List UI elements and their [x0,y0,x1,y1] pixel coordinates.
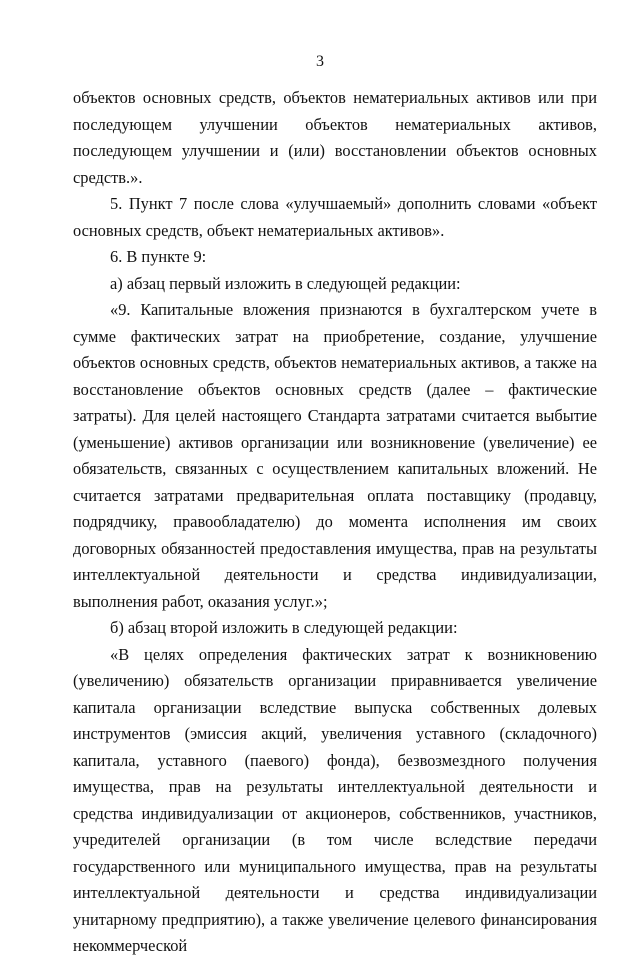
paragraph-item-6: 6. В пункте 9: [110,247,207,266]
paragraph-quoted-continuing: «В целях определения фактических затрат к возникновению (увеличению) обязательств организации приравнивается увеличение капитала организации вследствие выпуска собственных долевых инструментов (эмиссия акций, увеличения уставного (складочного) капитала, уставного (паевого) фонда), безвозмездного получения имущества, прав на результаты интеллектуальной деятельности и средства индивидуализации от акционеров, собственников, участников, учредителей организации (в том числе вследствие передачи государственного или муниципального имущества, прав на результаты интеллектуальной деятельности и средства индивидуализации унитарному предприятию), а также увеличение целевого финансирования некоммерческой [73,644,597,955]
paragraph-continuation: объектов основных средств, объектов нематериальных активов или при последующем улучшении объектов нематериальных активов, последующем улучшении и (или) восстановлении объектов основных средств.». [73,88,597,187]
page-number: 3 [316,53,324,70]
paragraph-quoted-9: «9. Капитальные вложения признаются в бухгалтерском учете в сумме фактических затрат на приобретение, создание, улучшение объектов основных средств, объектов нематериальных активов, а также на восстановление объектов основных средств (далее – фактические затраты). Для целей настоящего Стандарта затратами считается выбытие (уменьшение) активов организации или возникновение (увеличение) ее обязательств, связанных с осуществлением капитальных вложений. Не считается затратами предварительная оплата поставщику (продавцу, подрядчику, правообладателю) до момента исполнения им своих договорных обязанностей предоставления имущества, прав на результаты интеллектуальной деятельности и средства индивидуализации, выполнения работ, оказания услуг.»; [73,300,597,611]
paragraph-subitem-b: б) абзац второй изложить в следующей редакции: [110,618,458,637]
document-body [73,85,597,960]
paragraph-subitem-a: а) абзац первый изложить в следующей редакции: [110,273,461,293]
paragraph-item-5: 5. Пункт 7 после слова «улучшаемый» дополнить словами «объект основных средств, объект нематериальных активов». [73,194,597,240]
